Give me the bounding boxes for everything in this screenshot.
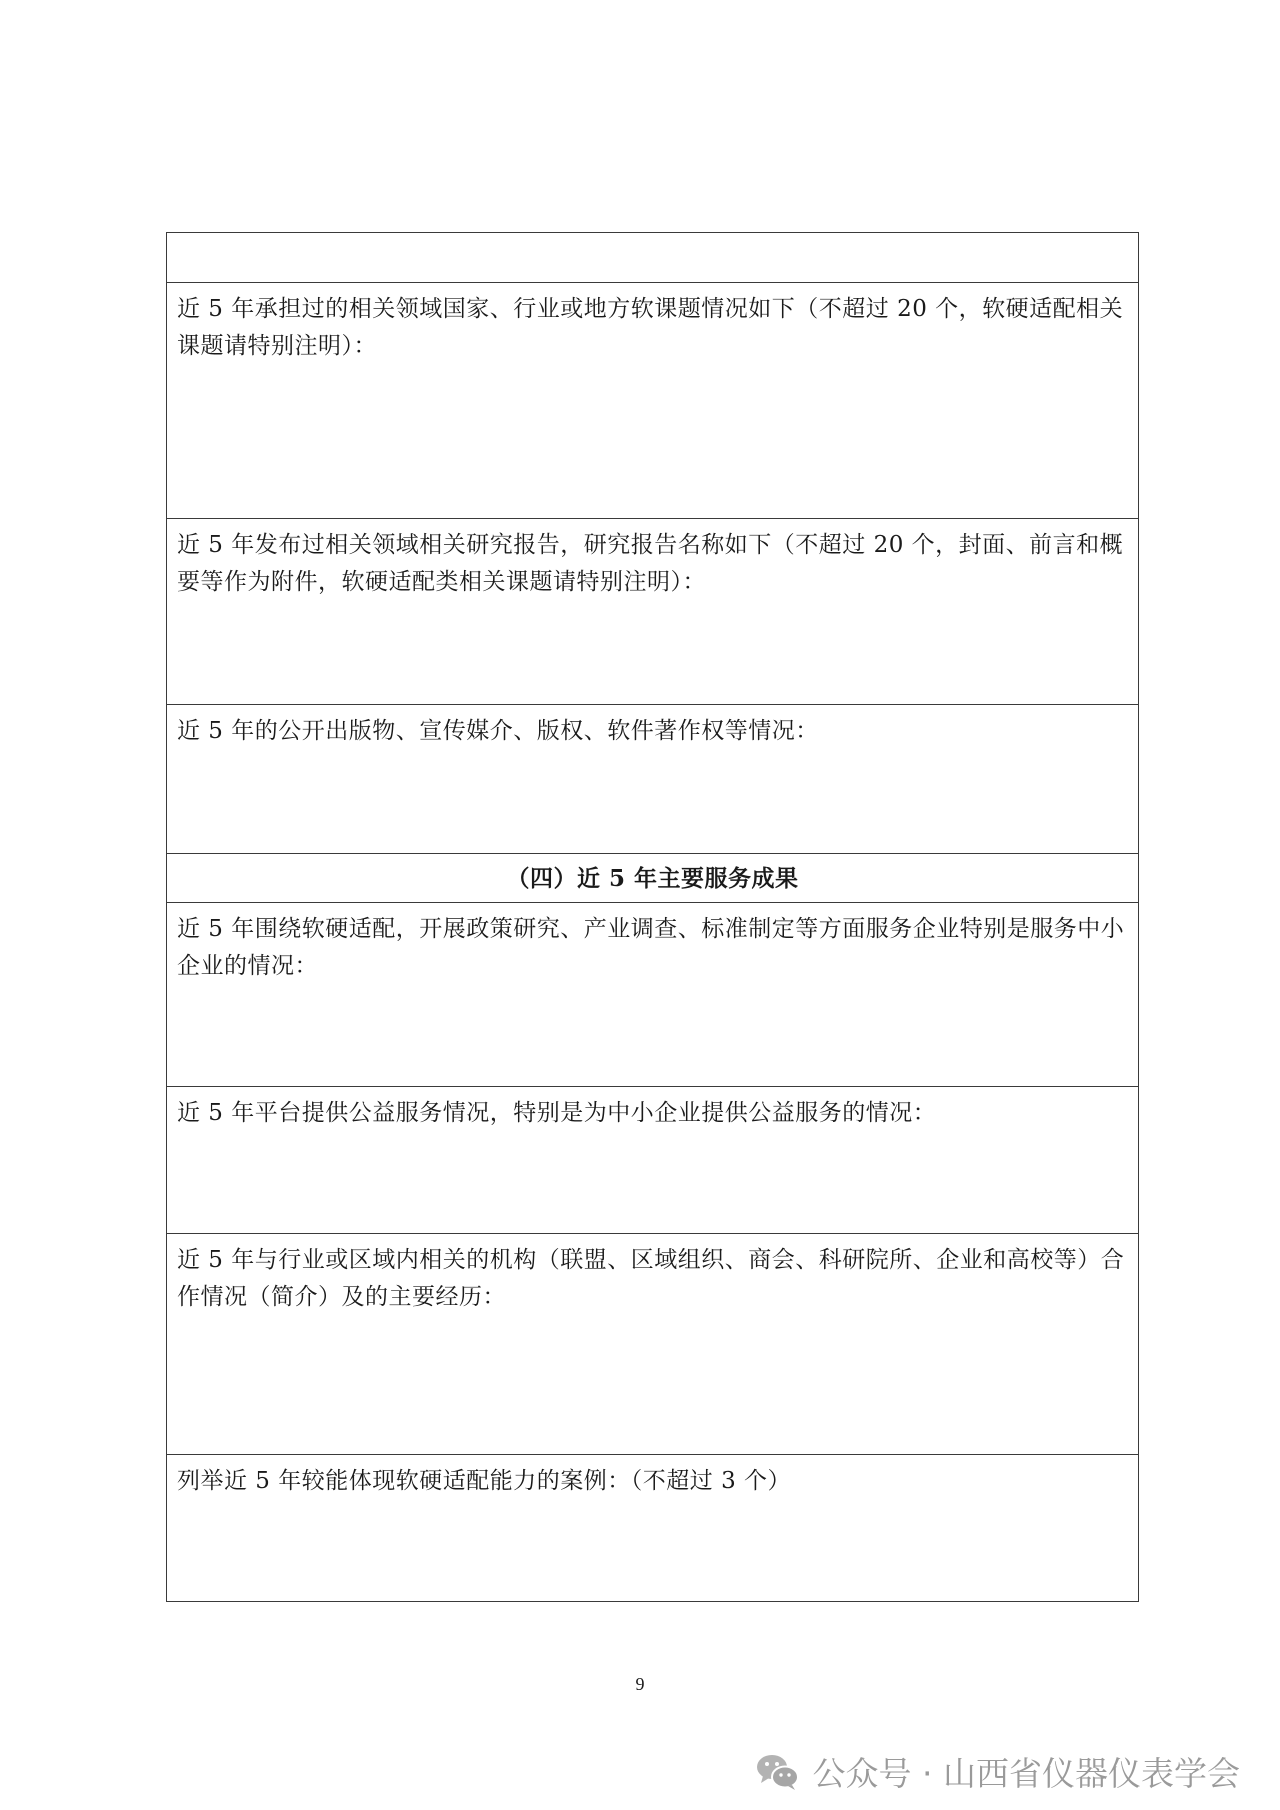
page-number: 9 <box>635 1674 645 1694</box>
form-row-publications <box>167 705 1139 854</box>
form-cell-research-reports: 近 5 年发布过相关领域相关研究报告，研究报告名称如下（不超过 20 个，封面、前言和概要等作为附件，软硬适配类相关课题请特别注明）： <box>167 519 1139 705</box>
form-row-soft-projects <box>167 283 1139 519</box>
form-row-enterprise-services <box>167 903 1139 1087</box>
form-row-section-heading <box>167 854 1139 903</box>
form-cell-cases: 列举近 5 年较能体现软硬适配能力的案例：（不超过 3 个） <box>167 1455 1139 1602</box>
section-heading: （四）近 5 年主要服务成果 <box>167 854 1139 903</box>
form-cell-enterprise-services: 近 5 年围绕软硬适配，开展政策研究、产业调查、标准制定等方面服务企业特别是服务中小企业的情况： <box>167 903 1139 1087</box>
wechat-watermark <box>755 1748 1240 1795</box>
form-row-cooperation <box>167 1234 1139 1455</box>
watermark-text: 公众号 · 山西省仪器仪表学会 <box>812 1754 1240 1793</box>
form-cell-soft-projects: 近 5 年承担过的相关领域国家、行业或地方软课题情况如下（不超过 20 个，软硬适配相关课题请特别注明）： <box>167 283 1139 519</box>
form-row-blank <box>167 233 1139 283</box>
form-cell-blank <box>167 233 1139 283</box>
application-form-table <box>166 232 1139 1602</box>
form-row-public-services <box>167 1087 1139 1234</box>
form-cell-public-services: 近 5 年平台提供公益服务情况，特别是为中小企业提供公益服务的情况： <box>167 1087 1139 1234</box>
form-cell-cooperation: 近 5 年与行业或区域内相关的机构（联盟、区域组织、商会、科研院所、企业和高校等）合作情况（简介）及的主要经历： <box>167 1234 1139 1455</box>
wechat-icon <box>755 1752 801 1792</box>
form-row-cases <box>167 1455 1139 1602</box>
form-cell-publications: 近 5 年的公开出版物、宣传媒介、版权、软件著作权等情况： <box>167 705 1139 854</box>
form-row-research-reports <box>167 519 1139 705</box>
